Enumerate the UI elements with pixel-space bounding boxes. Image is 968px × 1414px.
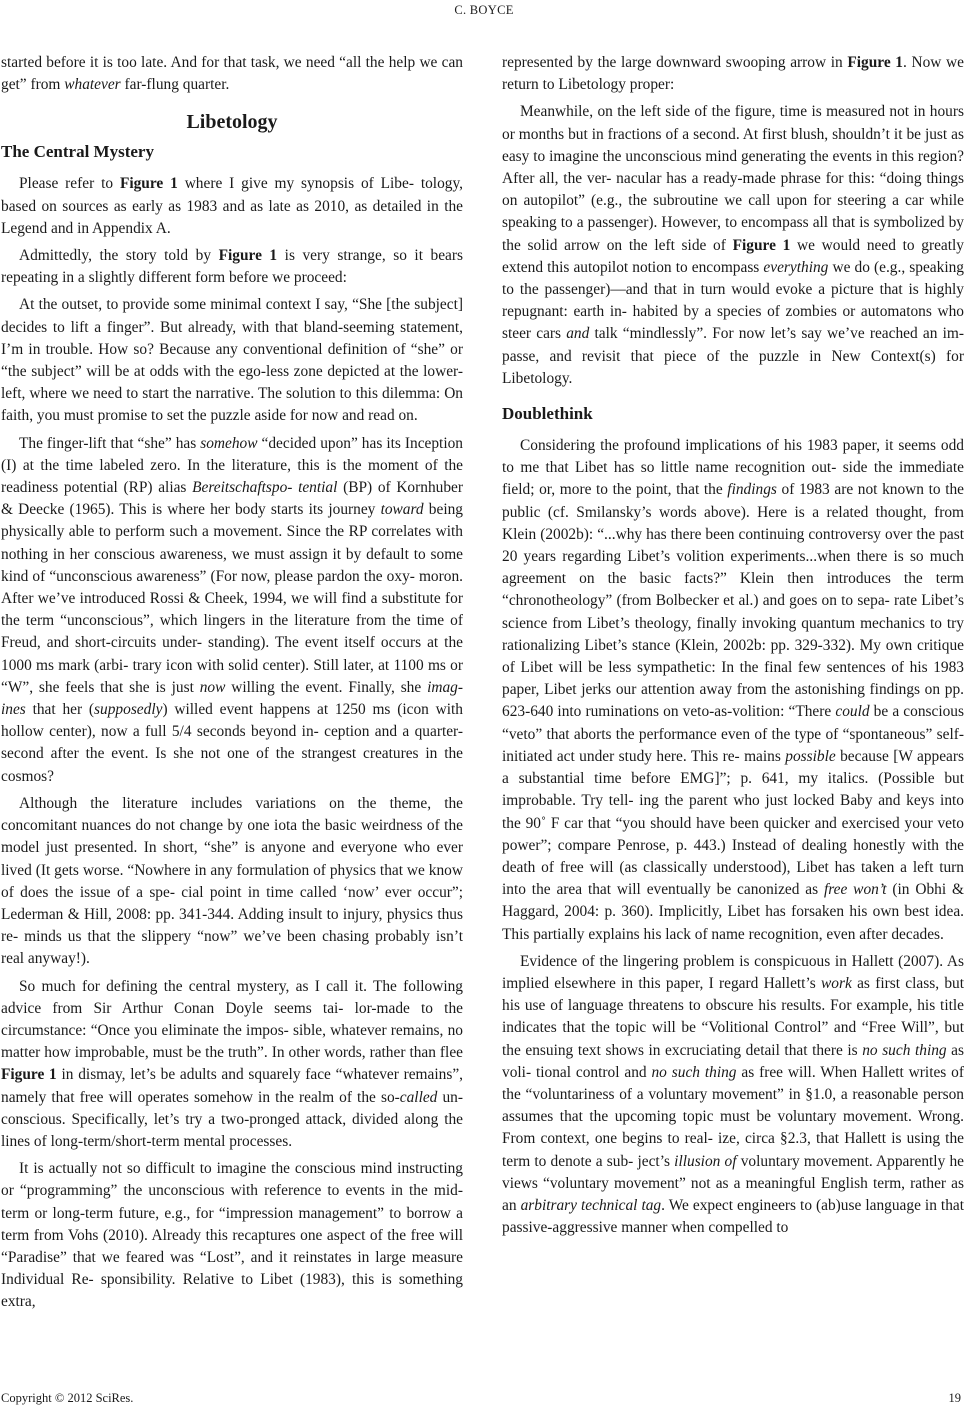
running-head: C. BOYCE [454,3,514,17]
paragraph: Admittedly, the story told by Figure 1 is very strange, so it bears repeating in a slightly different form before we proceed: [1,247,463,287]
right-column [502,52,964,1239]
section-title: Libetology [186,111,278,134]
page-number: 19 [948,1391,961,1405]
copyright-notice: Copyright © 2012 SciRes. [1,1391,134,1405]
subsection-title: Doublethink [502,404,593,424]
paragraph: started before it is too late. And for that task, we need “all the help we can get” from whatever far-flung quarter. [1,54,463,94]
paragraph: Evidence of the lingering problem is conspicuous in Hallett (2007). As implied elsewhere in this paper, I regard Hallett’s work as first class, but his use of language threatens to obscure his results. For example, his title indicates that the topic will be “Volitional Control” and “Free Will”, but the ensuing text shows in excruciating detail that there is no such thing as voli- tional control and no such thing as free will. When Hallett writes of the “voluntariness of a voluntary movement” in §1.0, a reasonable person assumes that the upcoming topic must be voluntary movement. Wrong. From context, one begins to real- ize, circa §2.3, that Hallett is using the term to denote a sub- ject’s illusion of voluntary movement. Apparently he views “voluntary movement” not as a meaningful English term, rather as an arbitrary technical tag. We expect engineers to (ab)use language in that passive-aggressive manner when compelled to [502,952,965,1237]
left-column [1,52,463,1314]
paragraph: Although the literature includes variations on the theme, the concomitant nuances do not change by one iota the basic weirdness of the model just presented. In short, “she” is anyone and everyone who ever lived (It gets worse. “Nowhere in any formulation of physics that we know of does the issue of a spe- cial point in time called ‘now’ ever occur”; Lederman & Hill, 2008: pp. 341-344. Adding insult to injury, physics thus re- minds us that the slippery “now” we’ve been chasing probably isn’t real anyway!). [1,794,463,968]
paragraph: represented by the large downward swooping arrow in Figure 1. Now we return to Libetology proper: [502,54,964,94]
subsection-title: The Central Mystery [1,142,154,162]
paragraph: So much for defining the central mystery, as I call it. The following advice from Sir Arthur Conan Doyle seems tai- lor-made to the circumstance: “Once you eliminate the impos- sible, whatever remains, no matter how improbable, must be the truth”. In other words, rather than flee Figure 1 in dismay, let’s be adults and squarely face “whatever remains”, namely that free will operates somehow in the realm of the so-called un- conscious. Specifically, let’s try a two-pronged attack, divided along the lines of long-term/short-term mental processes. [1,977,463,1150]
paragraph: At the outset, to provide some minimal context I say, “She [the subject] decides to lift a finger”. But already, with that bland-seeming statement, I’m in trouble. How so? Because any conventional definition of “she” or “the subject” will be at odds with the ego-less zone depicted at the lower-left, where we need to start the narrative. The solution to this dilemma: On faith, you must promise to set the puzzle aside for now and read on. [1,296,463,425]
paragraph: It is actually not so difficult to imagine the conscious mind instructing or “programming” the unconscious with reference to events in the mid-term or long-term future, e.g., for “impression management” to borrow a term from Vohs (2010). Already this recaptures one aspect of the free will “Paradise” that we feared was “Lost”, and it reinstates in large measure Individual Re- sponsibility. Relative to Libet (1983), this is something extra, [1,1160,463,1311]
paragraph: Considering the profound implications of his 1983 paper, it seems odd to me that Libet has so little name recognition out- side the immediate field; or, more to the point, that the findings of 1983 are not known to the public (cf. Smilansky’s words above). Here is a related thought, from Klein (2002b): “...why has there been continuing controversy over the past 20 years regarding Libet’s volition experiments...when there is so much agreement on the basic facts?” Klein then introduces the term “chronotheology” (from Bolbecker et al.) and goes on to sepa- rate Libet’s science from Libet’s theology, finally invoking quantum mechanics to try rationalizing Libet’s stance (Klein, 2002b: pp. 329-332). My own critique of Libet will be less sympathetic: In the final few sentences of his 1983 paper, Libet jerks our attention away from the astonishing findings on pp. 623-640 into ruminations on veto-as-volition: “There could be a conscious “veto” that aborts the performance even of the type of “spontaneous” self-initiated act under study here. This re- mains possible because [W appears a substantial time before EMG]”; p. 641, my italics. (Possible but improbable. Try tell- ing the parent who just locked Baby and keys into the 90˚ F car that “you should have been quicker and exercised your veto power”; compare Penrose, p. 443.) Instead of dealing honestly with the death of free will (as classically understood), Libet has taken a left turn into the area that will eventually be canonized as free won’t (in Obhi & Haggard, 2004: p. 360). Implicitly, Libet has forsaken his own best idea. This partially explains his lack of name recognition, even after decades. [502,437,964,943]
paragraph: Please refer to Figure 1 where I give my synopsis of Libe- tology, based on sources as early as 1983 and as late as 2010, as detailed in the Legend and in Appendix A. [1,175,464,237]
paragraph: The finger-lift that “she” has somehow “decided upon” has its Inception (I) at the time labeled zero. In the literature, this is the moment of the readiness potential (RP) alias Bereitschaftspo- tential (BP) of Kornhuber & Deecke (1965). This is where her body starts its journey toward being physically able to perform such a movement. Since the RP correlates with nothing in her conscious awareness, we must assign it by default to some kind of “unconscious awareness” (For now, please pardon the oxy- moron. After we’ve introduced Rossi & Cheek, 1994, we will find a substitute for the term “unconscious”, which lingers in the literature from the time of Freud, and short-circuits under- standing). The event itself occurs at the 1000 ms mark (arbi- trary icon with solid center). Still later, at 1100 ms or “W”, she feels that she is just now willing the event. Finally, she imag- ines that her (supposedly) willed event happens at 1250 ms (icon with hollow center), now a full 5/4 seconds beyond in- ception and a quarter-second after the event. Is she not one of the strangest creatures in the cosmos? [1,434,463,785]
paragraph: Meanwhile, on the left side of the figure, time is measured not in hours or months but in fractions of a second. At first blush, shouldn’t it be just as easy to imagine the unconscious mind generating the events in this region? After all, the ver- nacular has a ready-made phrase for this: “doing things on autopilot” (e.g., the subroutine we call upon for steering a car while speaking to a passenger). However, to encompass all that is symbolized by the solid arrow on the left side of Figure 1 we would need to greatly extend this autopilot notion to encompass everything we do (e.g., speaking to the passenger)—and that in turn would evoke a picture that is highly repugnant: earth in- habited by a species of zombies or automatons who steer cars and talk “mindlessly”. For now let’s say we’ve reached an im- passe, and revisit that piece of the puzzle in New Context(s) for Libetology. [502,103,964,387]
